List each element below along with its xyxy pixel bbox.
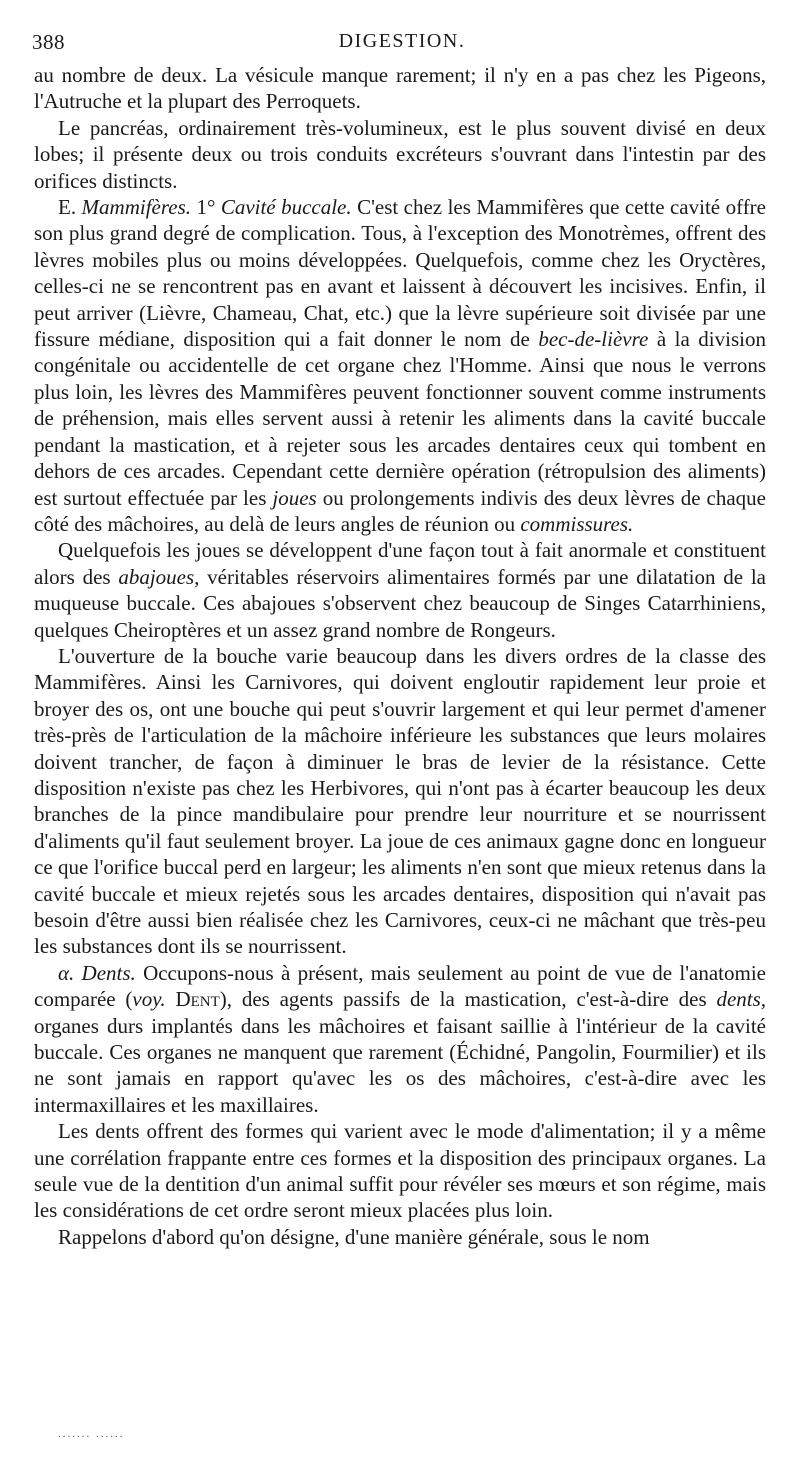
text-run [166,987,176,1011]
page-header [32,30,772,60]
footer-mark: ....... ...... [58,1428,125,1440]
text-run: Les dents offrent des formes qui varient avec le mode d'alimentation; il y a même une corrélation frappante entre ces formes et la disposition des principaux organes. La seule vue de la dentition d'un animal suffit pour révéler ses mœurs et son régime, mais les considérations de cet ordre seront mieux placées plus loin. [34,1119,766,1223]
body-text [34,62,766,1250]
italic-text: α. Dents. [58,960,136,985]
text-run: Le pancréas, ordinairement très-volumineux, est le plus souvent divisé en deux lobes; il présente deux ou trois conduits excréteurs s'ouvrant dans l'intestin par des orifices distincts. [34,115,766,193]
paragraph [34,1224,766,1250]
paragraph [34,537,766,643]
paragraph [34,643,766,960]
text-run: véritables réservoirs alimentaires formés par une dilatation de la muqueuse buccale. Ces abajoues s'observent chez beaucoup de Singes Catarrhiniens, quelques Cheiroptères et un assez grand nombre de Rongeurs. [34,564,766,642]
italic-text: Cavité buccale. [220,195,352,220]
italic-text: joues [272,485,317,510]
italic-text: dents, [716,987,767,1012]
italic-text: commissures. [520,511,634,536]
page-number: 388 [32,30,65,54]
text-run: Occupons-nous à présent, mais seulement au point de vue de l'anatomie comparée ( [34,960,766,1012]
running-title: DIGESTION. [338,30,466,52]
italic-text: bec-de-lièvre [538,327,649,352]
paragraph [34,62,766,115]
text-run: ou prolongements indivis des deux lèvres de chaque côté des mâchoires, au delà de leurs angles de réunion ou [34,485,766,536]
italic-text: voy. [132,987,166,1012]
text-run: organes durs implantés dans les mâchoires et faisant saillie à l'intérieur de la cavité buccale. Ces organes ne manquent que rarement (Échidné, Pangolin, Fourmilier) et ils ne sont jamais en rapport qu'avec les os des mâchoires, c'est-à-dire avec les intermaxillaires et les maxillaires. [34,1013,766,1117]
text-run: 1° [191,195,221,220]
text-run: Rappelons d'abord qu'on désigne, d'une manière générale, sous le nom [58,1224,650,1249]
text-run: E. [58,195,82,220]
text-run: L'ouverture de la bouche varie beaucoup dans les divers ordres de la classe des Mammifères. Ainsi les Carnivores, qui doivent engloutir rapidement leur proie et broyer des os, ont une bouche qui peut s'ouvrir largement et qui leur permet d'amener très-près de l'articulation de la mâchoire inférieure les substances que leurs molaires doivent trancher, de façon à diminuer le bras de levier de la résistance. Cette disposition n'existe pas chez les Herbivores, qui n'ont pas à écarter beaucoup les deux branches de la pince mandibulaire pour prendre leur nourriture et se nourrissent d'aliments qu'il faut seulement broyer. La joue de ces animaux gagne donc en longueur ce que l'orifice buccal perd en largeur; les aliments n'en sont que mieux retenus dans la cavité buccale et mieux rejetés sous les arcades dentaires, disposition qui n'avait pas besoin d'être aussi bien réalisée chez les Carnivores, ceux-ci ne mâchant que très-peu les substances dont ils se nourrissent. [34,643,766,959]
italic-text: Mammifères. [81,195,191,220]
text-run: ), des agents passifs de la mastication, c'est-à-dire des [219,987,717,1012]
text-run: Quelquefois les joues se développent d'une façon tout à fait anormale et constituent alors des [34,538,766,589]
text-run: au nombre de deux. La vésicule manque rarement; il n'y en a pas chez les Pigeons, l'Autruche et la plupart des Perroquets. [34,63,766,114]
text-run: C'est chez les Mammifères que cette cavité offre son plus grand degré de complication. Tous, à l'exception des Monotrèmes, offrent des lèvres mobiles plus ou moins développées. Quelquefois, comme chez les Oryctères, celles-ci ne se rencontrent pas en avant et laissent à découvert les incisives. Enfin, il peut arriver (Lièvre, Chameau, Chat, etc.) que la lèvre supérieure soit divisée par une fissure médiane, disposition qui a fait donner le nom de [34,195,766,352]
paragraph [34,115,766,194]
paragraph [34,960,766,1118]
italic-text: abajoues, [118,564,200,589]
paragraph [34,1118,766,1224]
text-run: à la division congénitale ou accidentelle de cet organe chez l'Homme. Ainsi que nous le verrons plus loin, les lèvres des Mammifères peuvent fonctionner souvent comme instruments de préhension, mais elles servent aussi à retenir les aliments dans la cavité buccale pendant la mastication, et à rejeter sous les arcades dentaires ceux qui tombent en dehors de ces arcades. Cependant cette dernière opération (rétropulsion des aliments) est surtout effectuée par les [34,327,766,510]
paragraph [34,194,766,537]
small-caps-text: Dent [175,987,220,1012]
